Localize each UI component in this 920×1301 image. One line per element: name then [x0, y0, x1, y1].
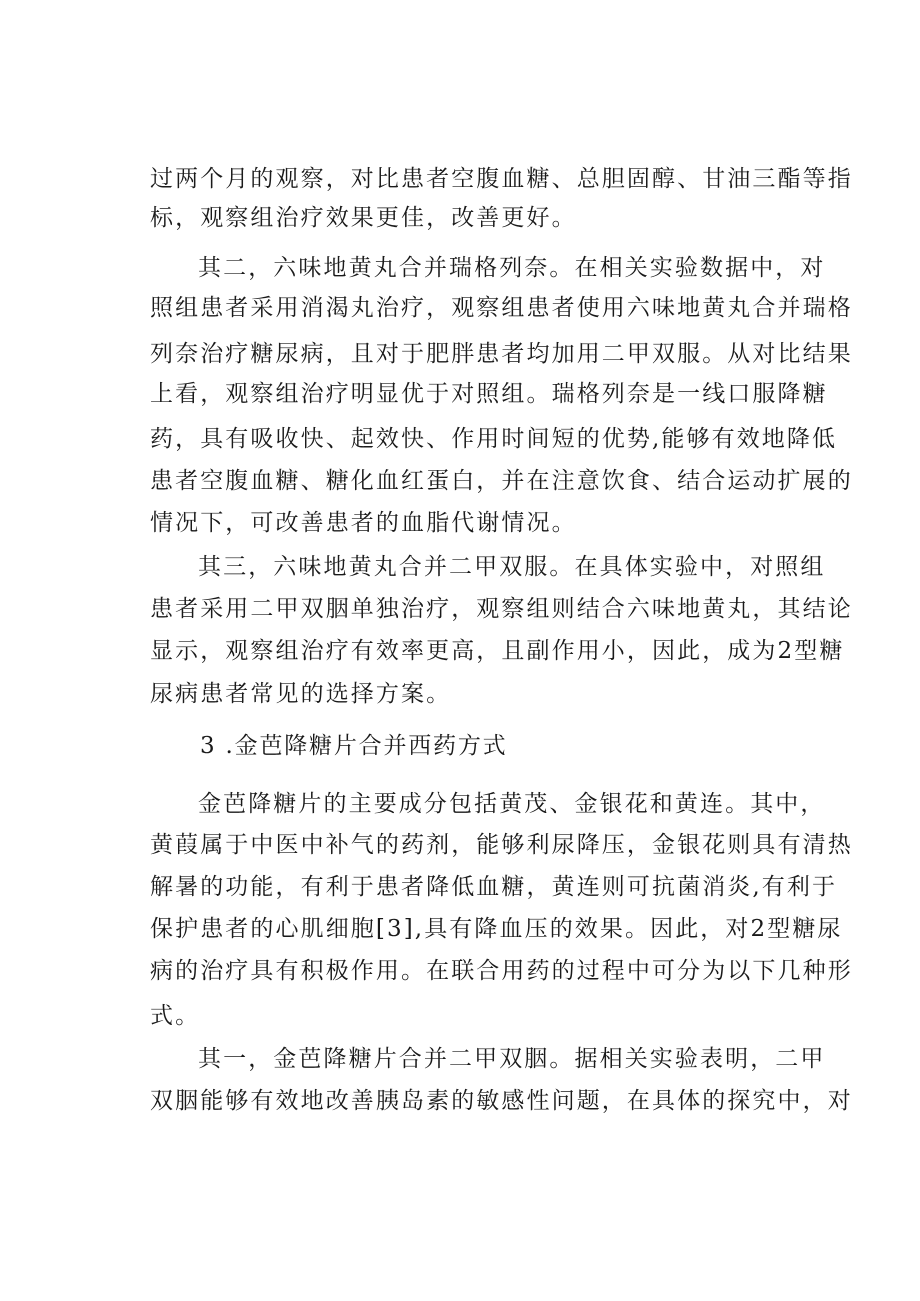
text-line: 双胭能够有效地改善胰岛素的敏感性问题，在具体的探究中，对	[150, 1088, 853, 1114]
text-line: 尿病患者常见的选择方案。	[150, 681, 452, 707]
paragraph-first-line: 其三，六味地黄丸合并二甲双服。在具体实验中，对照组	[198, 554, 826, 580]
paragraph-first-line: 金芭降糖片的主要成分包括黄茂、金银花和黄连。其中，	[198, 791, 826, 817]
text-line: 上看，观察组治疗明显优于对照组。瑞格列奈是一线口服降糖	[150, 381, 828, 407]
text-line: 显示，观察组治疗有效率更高，且副作用小，因此，成为2型糖	[150, 638, 845, 664]
paragraph-first-line: 其二，六味地黄丸合并瑞格列奈。在相关实验数据中，对	[198, 255, 826, 281]
text-line: 患者空腹血糖、糖化血红蛋白，并在注意饮食、结合运动扩展的	[150, 468, 853, 494]
text-line: 解暑的功能，有利于患者降低血糖，黄连则可抗菌消炎,有利于	[150, 874, 838, 900]
text-line: 过两个月的观察，对比患者空腹血糖、总胆固醇、甘油三酯等指	[150, 166, 853, 192]
text-line: 情况下，可改善患者的血脂代谢情况。	[150, 510, 577, 536]
text-line: 黄葭属于中医中补气的药剂，能够利尿降压，金银花则具有清热	[150, 832, 853, 858]
text-line: 列奈治疗糖尿病，且对于肥胖患者均加用二甲双服。从对比结果	[150, 341, 853, 367]
text-line: 药，具有吸收快、起效快、作用时间短的优势,能够有效地降低	[150, 426, 838, 452]
text-line: 保护患者的心肌细胞[3],具有降血压的效果。因此，对2型糖尿	[150, 916, 843, 942]
text-line: 照组患者采用消渴丸治疗，观察组患者使用六味地黄丸合并瑞格	[150, 295, 853, 321]
text-line: 标，观察组治疗效果更佳，改善更好。	[150, 205, 577, 231]
paragraph-first-line: 其一，金芭降糖片合并二甲双胭。据相关实验表明，二甲	[198, 1046, 826, 1072]
text-line: 式。	[150, 1003, 201, 1029]
text-line: 患者采用二甲双胭单独治疗，观察组则结合六味地黄丸，其结论	[150, 596, 853, 622]
text-line: 病的治疗具有积极作用。在联合用药的过程中可分为以下几种形	[150, 958, 853, 984]
section-heading: 3 .金芭降糖片合并西药方式	[200, 733, 508, 759]
